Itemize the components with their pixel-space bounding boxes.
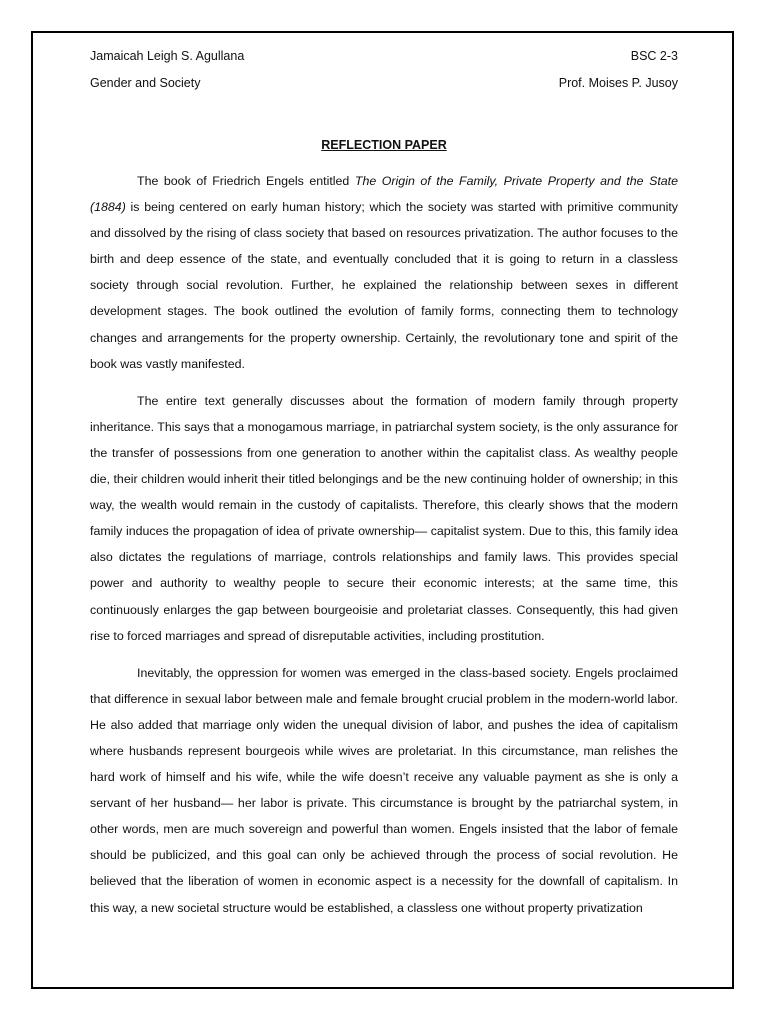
course-name: Gender and Society (90, 76, 201, 90)
paragraph-2: The entire text generally discusses about the formation of modern family through property inheritance. This says that a monogamous marriage, in patriarchal system society, is the only assurance for the transfer of possessions from one generation to another within the capitalist class. As wealthy people die, their children would inherit their titled belongings and be the new continuing holder of ownership; in this way, the wealth would remain in the custody of capitalists. Therefore, this clearly shows that the modern family induces the propagation of idea of private ownership— capitalist system. Due to this, this family idea also dictates the regulations of marriage, controls relationships and family laws. This provides special power and authority to wealthy people to secure their economic interests; at the same time, this continuously enlarges the gap between bourgeoisie and proletariat classes. Consequently, this had given rise to forced marriages and spread of disreputable activities, including prostitution. (90, 393, 678, 643)
document-body (90, 168, 678, 921)
paragraph-1 (90, 168, 678, 377)
header-row-bottom (90, 75, 678, 91)
header-row-top (90, 48, 678, 64)
book-title: The Origin of the Family, Private Property and the State (1884) (90, 174, 679, 215)
class-section: BSC 2-3 (630, 49, 678, 63)
paragraph-1-lead: The book of Friedrich Engels entitled (137, 174, 355, 188)
paragraph-1-rest: is being centered on early human history; which the society was started with primitive community and dissolved by the rising of class society that based on resources privatization. The author focuses to the birth and deep essence of the state, and eventually concluded that it is going to return in a classless society through social revolution. Further, he explained the relationship between sexes in different development stages. The book outlined the evolution of family forms, connecting them to technology changes and arrangements for the property ownership. Certainly, the revolutionary tone and spirit of the book was vastly manifested. (90, 200, 678, 371)
paragraph-3: Inevitably, the oppression for women was emerged in the class-based society. Engels proclaimed that difference in sexual labor between male and female brought crucial problem in the modern-world labor. He also added that marriage only widen the unequal division of labor, and pushes the idea of capitalism where husbands represent bourgeois while wives are proletariat. In this circumstance, man relishes the hard work of himself and his wife, while the wife doesn’t receive any valuable payment as she is only a servant of her husband— her labor is private. This circumstance is brought by the patriarchal system, in other words, men are much sovereign and powerful than women. Engels insisted that the labor of female should be publicized, and this goal can only be achieved through the process of social revolution. He believed that the liberation of women in economic aspect is a necessity for the downfall of capitalism. In this way, a new societal structure would be established, a classless one without property privatization (90, 665, 678, 915)
professor-name: Prof. Moises P. Jusoy (558, 76, 678, 90)
document-title: REFLECTION PAPER (321, 138, 447, 152)
student-name: Jamaicah Leigh S. Agullana (90, 49, 245, 63)
